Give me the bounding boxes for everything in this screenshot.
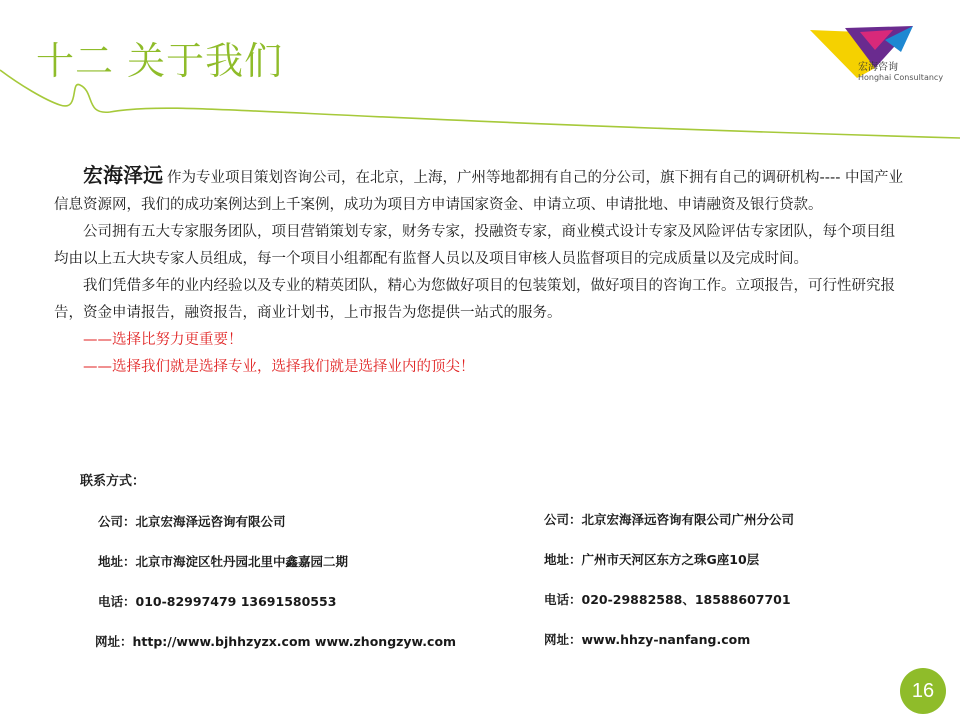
contact-left-phone: 电话：010-82997479 13691580553 [98, 594, 337, 609]
contact-right-phone: 电话：020-29882588、18588607701 [544, 592, 791, 607]
brand-name: 宏海泽远 [83, 163, 163, 187]
paragraph-service: 我们凭借多年的业内经验以及专业的精英团队，精心为您做好项目的包装策划，做好项目的咨询工作。立项报告，可行性研究报告，资金申请报告，融资报告，商业计划书，上市报告为您提供一站式的服务。 [54, 278, 895, 321]
paragraph-team: 公司拥有五大专家服务团队，项目营销策划专家，财务专家，投融资专家，商业模式设计专家及风险评估专家团队，每个项目组均由以上五大块专家人员组成，每一个项目小组都配有监督人员以及项目审核人员监督项目的完成质量以及完成时间。 [54, 224, 895, 267]
page-number-badge: 16 [900, 668, 946, 714]
paragraph-intro [54, 162, 906, 219]
page-title: 十二 关于我们 [36, 39, 284, 83]
contact-right-website: 网址：www.hhzy-nanfang.com [544, 632, 751, 647]
contact-left-website: 网址：http://www.bjhhzyzx.com www.zhongzyw.com [95, 634, 457, 649]
slogan-1: ——选择比努力更重要！ [83, 332, 243, 348]
contact-right-address: 地址：广州市天河区东方之珠G座10层 [544, 552, 760, 567]
contact-right-company: 公司：北京宏海泽远咨询有限公司广州分公司 [544, 512, 795, 527]
contact-left-address: 地址：北京市海淀区牡丹园北里中鑫嘉园二期 [98, 554, 349, 569]
logo-name-cn: 宏海咨询 [858, 62, 898, 73]
contact-left-company: 公司：北京宏海泽远咨询有限公司 [98, 514, 286, 529]
about-text [54, 162, 906, 381]
paragraph-intro-text: 作为专业项目策划咨询公司，在北京，上海，广州等地都拥有自己的分公司，旗下拥有自己的调研机构---- 中国产业信息资源网，我们的成功案例达到上千案例，成功为项目方申请国家资金、申请立项、申请批地、申请融资及银行贷款。 [54, 170, 904, 213]
logo-name-en: Honghai Consultancy [858, 73, 944, 82]
slogan-2: ——选择我们就是选择专业，选择我们就是选择业内的顶尖！ [83, 359, 475, 375]
contact-heading: 联系方式： [80, 474, 146, 489]
